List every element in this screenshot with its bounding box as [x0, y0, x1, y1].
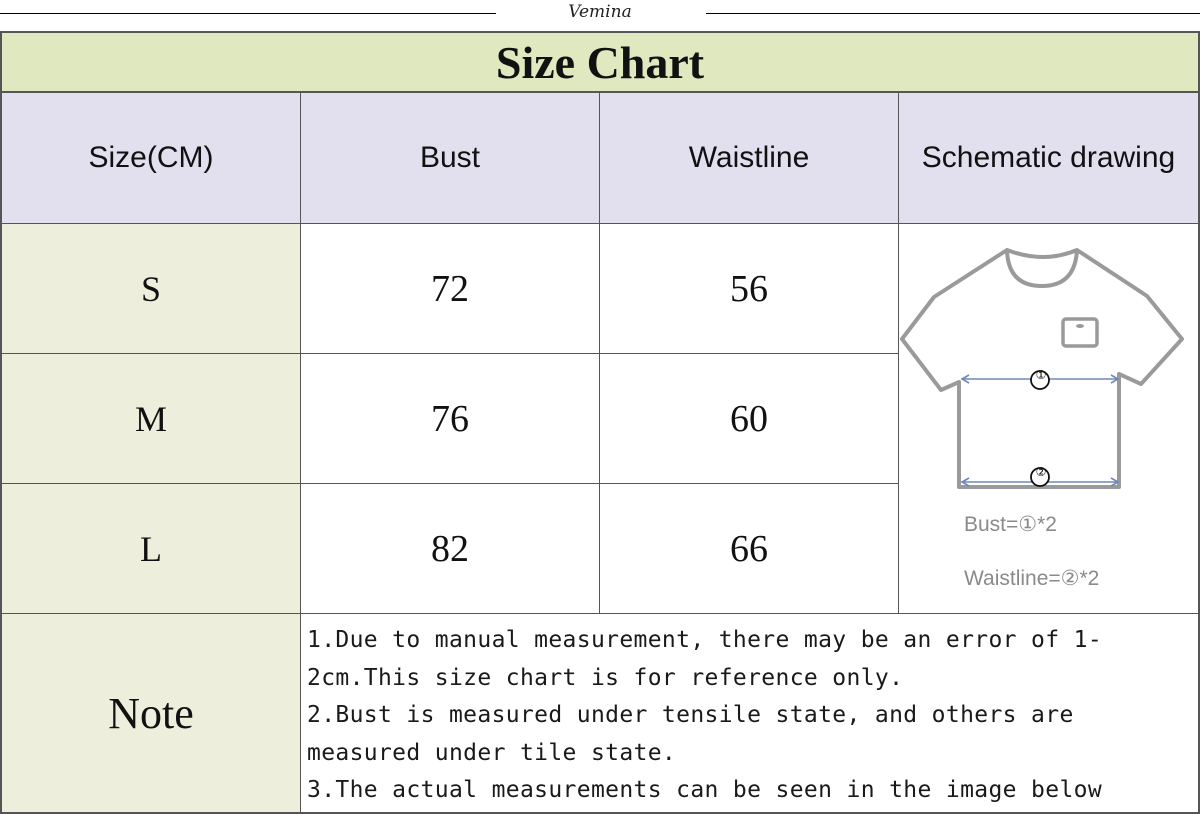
pocket-shape	[1063, 319, 1097, 346]
size-cell: M	[2, 353, 300, 483]
size-cell: S	[2, 223, 300, 353]
brand-divider-left	[0, 13, 496, 14]
size-cell: L	[2, 483, 300, 613]
waist-value: 60	[599, 353, 898, 483]
schematic-drawing-cell	[898, 223, 1198, 613]
header-waistline: Waistline	[599, 93, 898, 223]
header-bust: Bust	[300, 93, 599, 223]
waist-marker-label: ②	[1035, 465, 1047, 479]
brand-divider-right	[706, 13, 1200, 14]
bust-formula: Bust=①*2	[964, 513, 1057, 536]
bust-value: 82	[300, 483, 599, 613]
waist-formula: Waistline=②*2	[964, 567, 1100, 590]
size-chart-table	[0, 31, 1200, 814]
bust-value: 72	[300, 223, 599, 353]
bust-value: 76	[300, 353, 599, 483]
bust-marker-label: ①	[1035, 368, 1047, 382]
waist-value: 56	[599, 223, 898, 353]
chart-title: Size Chart	[0, 31, 1200, 93]
note-line: 2.Bust is measured under tensile state, and others are measured under tile state.	[307, 702, 1074, 766]
note-text	[300, 613, 1198, 812]
pocket-button	[1076, 324, 1084, 328]
waist-value: 66	[599, 483, 898, 613]
header-schematic: Schematic drawing	[898, 93, 1198, 223]
note-label: Note	[2, 613, 300, 812]
note-line: 1.Due to manual measurement, there may be an error of 1-2cm.This size chart is for reference only.	[307, 627, 1103, 691]
note-line: 3.The actual measurements can be seen in the image below	[307, 777, 1103, 803]
brand-name: Vemina	[568, 2, 632, 22]
header-size: Size(CM)	[2, 93, 300, 223]
